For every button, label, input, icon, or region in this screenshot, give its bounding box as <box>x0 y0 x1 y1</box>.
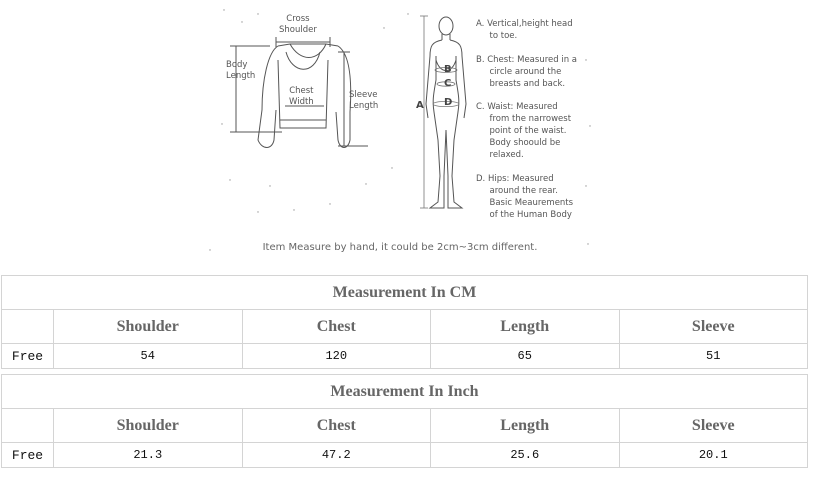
table-row <box>2 344 808 369</box>
inch-value-shoulder: 21.3 <box>54 443 243 468</box>
cm-value-sleeve: 51 <box>619 344 808 369</box>
body-letter-d: D <box>444 97 453 108</box>
inch-row-label: Free <box>2 443 54 468</box>
cm-table-title: Measurement In CM <box>2 276 808 310</box>
cm-measurement-table <box>1 275 808 369</box>
body-length-label: Body Length <box>226 60 256 81</box>
inch-value-length: 25.6 <box>431 443 620 468</box>
inch-value-sleeve: 20.1 <box>619 443 808 468</box>
cm-row-label: Free <box>2 344 54 369</box>
inch-header-length: Length <box>431 409 620 443</box>
inch-header-shoulder: Shoulder <box>54 409 243 443</box>
body-letter-a: A <box>416 100 424 111</box>
cm-value-shoulder: 54 <box>54 344 243 369</box>
note-a: A. Vertical,height head to toe. <box>476 19 573 41</box>
cross-shoulder-label: Cross Shoulder <box>279 14 317 35</box>
cm-header-chest: Chest <box>242 310 431 344</box>
table-row <box>2 443 808 468</box>
inch-table-title: Measurement In Inch <box>2 375 808 409</box>
cm-value-chest: 120 <box>242 344 431 369</box>
inch-value-chest: 47.2 <box>242 443 431 468</box>
cm-value-length: 65 <box>431 344 620 369</box>
inch-header-empty <box>2 409 54 443</box>
inch-header-chest: Chest <box>242 409 431 443</box>
measure-caption: Item Measure by hand, it could be 2cm~3cm different. <box>262 242 538 253</box>
human-body-drawing <box>426 17 466 208</box>
chest-width-label: Chest Width <box>289 86 314 107</box>
inch-measurement-table <box>1 374 808 468</box>
body-letter-c: C <box>444 78 452 89</box>
cm-header-sleeve: Sleeve <box>619 310 808 344</box>
note-b: B. Chest: Measured in a circle around the breasts and back. <box>476 55 577 89</box>
sleeve-length-label: Sleeve Length <box>349 90 379 111</box>
body-letter-b: B <box>444 64 452 75</box>
inch-header-sleeve: Sleeve <box>619 409 808 443</box>
note-d: D. Hips: Measured around the rear. Basic Meaurements of the Human Body <box>476 174 574 220</box>
cm-header-empty <box>2 310 54 344</box>
cm-header-shoulder: Shoulder <box>54 310 243 344</box>
cm-header-length: Length <box>431 310 620 344</box>
note-c: C. Waist: Measured from the narrowest point of the waist. Body shoould be relaxed. <box>476 102 572 160</box>
